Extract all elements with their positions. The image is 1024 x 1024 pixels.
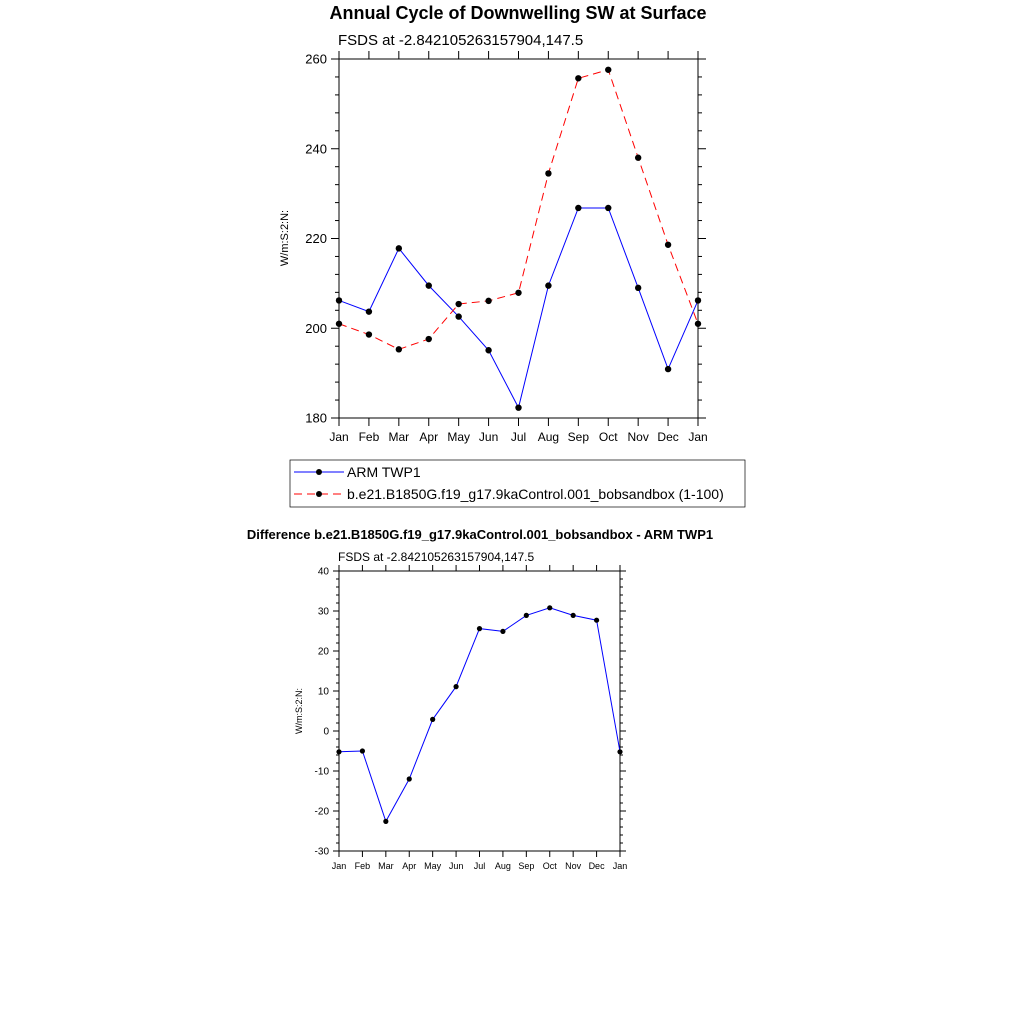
chart1-series-1-point bbox=[635, 155, 641, 161]
legend-marker-arm bbox=[316, 469, 322, 475]
chart1-xtick-label: Oct bbox=[598, 430, 618, 444]
chart1-series-0-point bbox=[605, 205, 611, 211]
chart1-xtick-label: Jul bbox=[510, 430, 527, 444]
chart1-xtick-label: Dec bbox=[657, 430, 679, 444]
chart2-plot bbox=[315, 565, 628, 871]
chart1-series-line-0 bbox=[339, 208, 698, 408]
chart1-series-1-point bbox=[515, 290, 521, 296]
chart1-series-0-point bbox=[366, 308, 372, 314]
chart2-xtick-label: Mar bbox=[378, 861, 394, 871]
chart1-xtick-label: Aug bbox=[537, 430, 560, 444]
chart2-xtick-label: Aug bbox=[494, 861, 511, 871]
legend-label-model: b.e21.B1850G.f19_g17.9kaControl.001_bobsandbox (1-100) bbox=[347, 486, 724, 502]
chart2-xtick-label: Jun bbox=[448, 861, 464, 871]
chart1-xtick-label: Nov bbox=[627, 430, 649, 444]
chart1-series-0-point bbox=[426, 282, 432, 288]
chart1-plot bbox=[305, 51, 707, 444]
chart2-xtick-label: Feb bbox=[354, 861, 371, 871]
chart1-series-0-point bbox=[665, 366, 671, 372]
chart1-ylabel: W/m:S:2:N: bbox=[279, 209, 291, 267]
chart1-series-1-point bbox=[605, 67, 611, 73]
chart2-ytick-label: 0 bbox=[323, 726, 329, 738]
chart1-xtick-label: Jan bbox=[688, 430, 708, 444]
chart1-series-1-point bbox=[695, 321, 701, 327]
chart2-series-0-point bbox=[360, 748, 365, 753]
chart2-series-0-point bbox=[594, 618, 599, 623]
chart2-xtick-label: Jul bbox=[473, 861, 486, 871]
chart2-ytick-label: 30 bbox=[317, 606, 329, 618]
chart1-ytick-label: 180 bbox=[305, 410, 327, 426]
chart1-xtick-label: Sep bbox=[567, 430, 590, 444]
legend-label-arm: ARM TWP1 bbox=[347, 464, 421, 480]
chart2-frame bbox=[339, 571, 620, 851]
chart1-xtick-label: May bbox=[447, 430, 471, 444]
chart1-series-0-point bbox=[635, 285, 641, 291]
chart2-series-0-point bbox=[617, 749, 622, 754]
chart2-series-0-point bbox=[430, 717, 435, 722]
chart1-series-1-point bbox=[426, 336, 432, 342]
chart1-ytick-label: 260 bbox=[305, 51, 327, 67]
chart1-series-1-point bbox=[575, 75, 581, 81]
chart2-series-0-point bbox=[336, 749, 341, 754]
chart1-ytick-label: 200 bbox=[305, 320, 327, 336]
chart2-ylabel: W/m:S:2:N: bbox=[294, 687, 304, 735]
chart1-title: Annual Cycle of Downwelling SW at Surface bbox=[329, 3, 707, 23]
chart2-series-0-point bbox=[571, 613, 576, 618]
chart1-series-1-point bbox=[336, 321, 342, 327]
chart2-xtick-label: Nov bbox=[565, 861, 582, 871]
chart2-ytick-label: 40 bbox=[317, 566, 329, 578]
chart1-series-1-point bbox=[366, 331, 372, 337]
chart1-xtick-label: Mar bbox=[388, 430, 410, 444]
chart1-series-0-point bbox=[485, 347, 491, 353]
chart1-xtick-label: Feb bbox=[358, 430, 380, 444]
chart2-series-0-point bbox=[407, 776, 412, 781]
chart1-series-1-point bbox=[396, 346, 402, 352]
chart1-series-0-point bbox=[515, 404, 521, 410]
chart1-xtick-label: Jun bbox=[478, 430, 499, 444]
chart1-series-1-point bbox=[485, 298, 491, 304]
chart2-xtick-label: May bbox=[424, 861, 442, 871]
chart1-series-1-point bbox=[665, 242, 671, 248]
chart2-ytick-label: -30 bbox=[314, 846, 329, 858]
chart2-series-line-0 bbox=[339, 608, 620, 822]
chart1-subtitle: FSDS at -2.842105263157904,147.5 bbox=[338, 32, 584, 49]
chart1-series-0-point bbox=[545, 282, 551, 288]
chart1-series-0-point bbox=[455, 313, 461, 319]
chart1-legend bbox=[290, 460, 745, 507]
chart2-subtitle: FSDS at -2.842105263157904,147.5 bbox=[338, 550, 535, 564]
chart2-series-0-point bbox=[500, 629, 505, 634]
chart1-series-line-1 bbox=[339, 70, 698, 350]
chart1-xtick-label: Jan bbox=[329, 430, 349, 444]
legend-marker-model bbox=[316, 491, 322, 497]
chart1-ytick-label: 220 bbox=[305, 231, 327, 247]
chart2-series-0-point bbox=[383, 819, 388, 824]
chart1-frame bbox=[339, 59, 698, 418]
chart1-series-0-point bbox=[396, 245, 402, 251]
chart2-ytick-label: 20 bbox=[317, 646, 329, 658]
chart2-xtick-label: Jan bbox=[612, 861, 628, 871]
chart2-xtick-label: Sep bbox=[518, 861, 535, 871]
chart1-series-0-point bbox=[695, 297, 701, 303]
chart1-series-0-point bbox=[336, 297, 342, 303]
chart1-series-1-point bbox=[545, 170, 551, 176]
chart2-series-0-point bbox=[453, 684, 458, 689]
chart2-ytick-label: 10 bbox=[317, 686, 329, 698]
chart1-series-0-point bbox=[575, 205, 581, 211]
chart2-title: Difference b.e21.B1850G.f19_g17.9kaControl.001_bobsandbox - ARM TWP1 bbox=[246, 527, 714, 542]
chart2-ytick-label: -20 bbox=[314, 806, 329, 818]
chart2-series-0-point bbox=[477, 626, 482, 631]
chart2-series-0-point bbox=[547, 605, 552, 610]
chart1-ytick-label: 240 bbox=[305, 141, 327, 157]
chart2-series-0-point bbox=[524, 613, 529, 618]
chart2-xtick-label: Oct bbox=[542, 861, 557, 871]
chart1-series-1-point bbox=[455, 301, 461, 307]
chart2-ytick-label: -10 bbox=[314, 766, 329, 778]
chart2-xtick-label: Apr bbox=[402, 861, 417, 871]
chart2-xtick-label: Jan bbox=[331, 861, 347, 871]
chart2-xtick-label: Dec bbox=[588, 861, 605, 871]
chart1-xtick-label: Apr bbox=[419, 430, 439, 444]
